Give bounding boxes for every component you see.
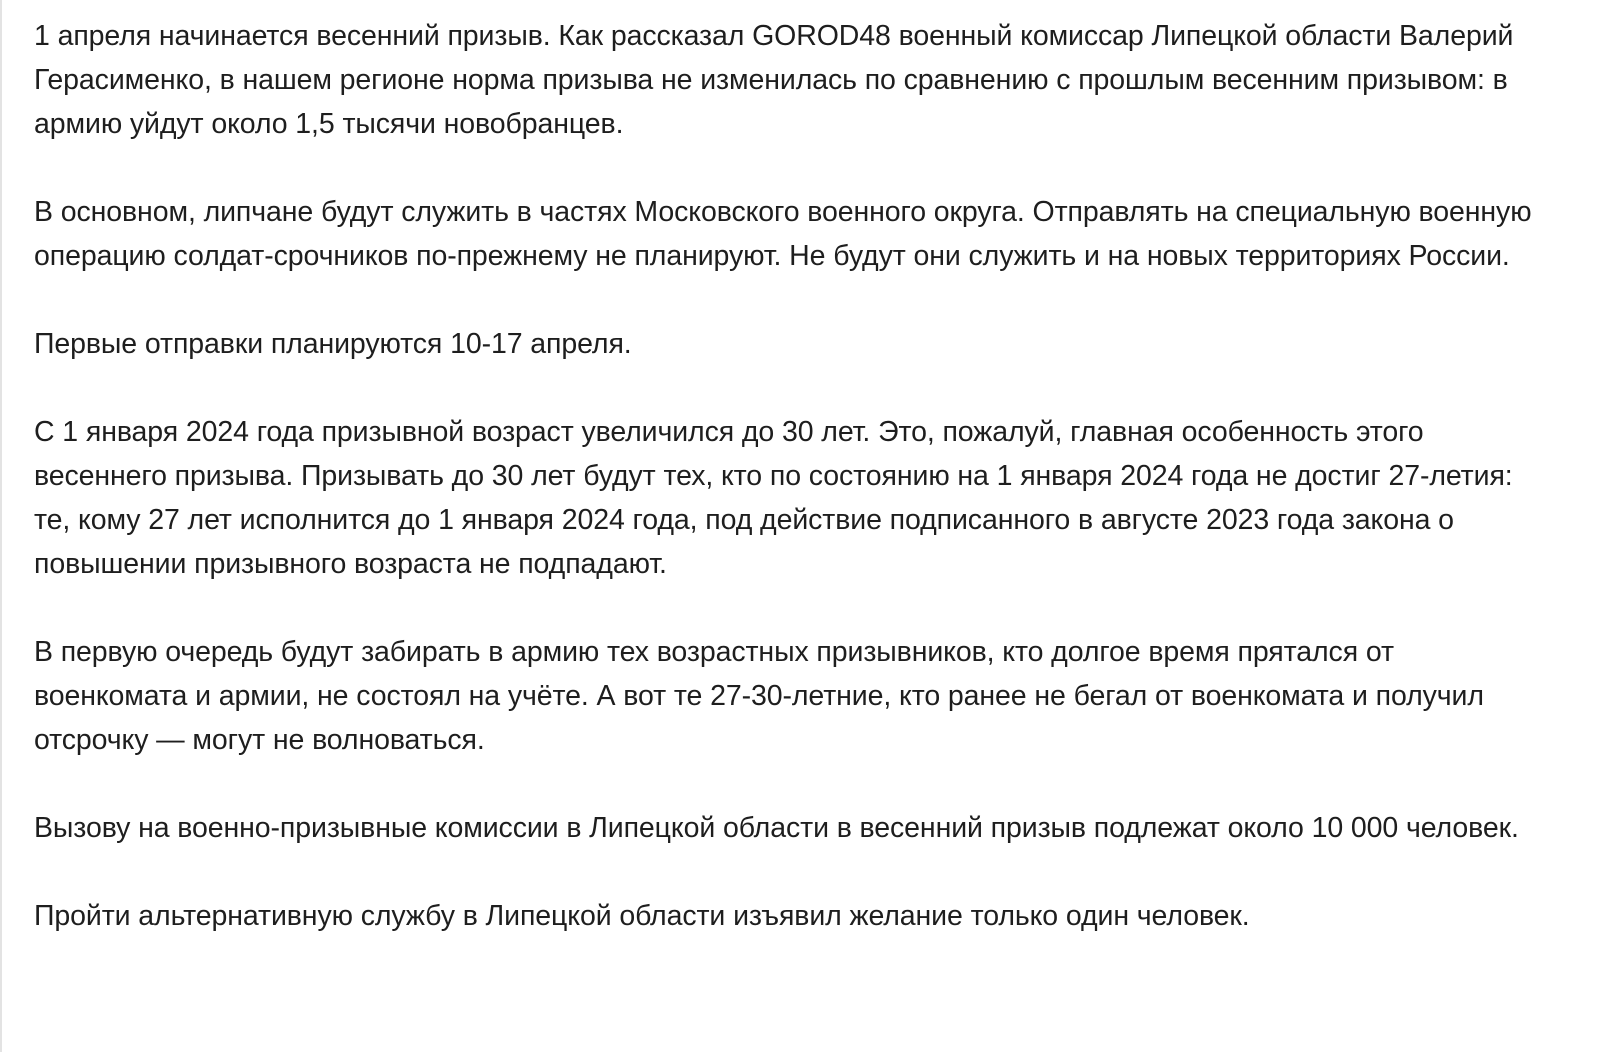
paragraph-3: Первые отправки планируются 10-17 апреля. xyxy=(34,328,632,360)
paragraph-6: Вызову на военно-призывные комиссии в Липецкой области в весенний призыв подлежат около 10 000 человек. xyxy=(34,812,1519,844)
paragraph-2: В основном, липчане будут служить в частях Московского военного округа. Отправлять на специальную военную операцию солдат-срочников по-прежнему не планируют. Не будут они служить и на новых территориях России. xyxy=(34,196,1532,272)
article-body xyxy=(34,14,1549,938)
paragraph-4: С 1 января 2024 года призывной возраст увеличился до 30 лет. Это, пожалуй, главная особенность этого весеннего призыва. Призывать до 30 лет будут тех, кто по состоянию на 1 января 2024 года не достиг 27-летия: те, кому 27 лет исполнится до 1 января 2024 года, под действие подписанного в августе 2023 года закона о повышении призывного возраста не подпадают. xyxy=(34,416,1513,580)
left-divider xyxy=(0,0,2,1052)
paragraph-5: В первую очередь будут забирать в армию тех возрастных призывников, кто долгое время прятался от военкомата и армии, не состоял на учёте. А вот те 27-30-летние, кто ранее не бегал от военкомата и получил отсрочку — могут не волноваться. xyxy=(34,636,1484,756)
paragraph-1: 1 апреля начинается весенний призыв. Как рассказал GOROD48 военный комиссар Липецкой области Валерий Герасименко, в нашем регионе норма призыва не изменилась по сравнению с прошлым весенним призывом: в армию уйдут около 1,5 тысячи новобранцев. xyxy=(34,20,1514,140)
paragraph-7: Пройти альтернативную службу в Липецкой области изъявил желание только один человек. xyxy=(34,900,1250,932)
